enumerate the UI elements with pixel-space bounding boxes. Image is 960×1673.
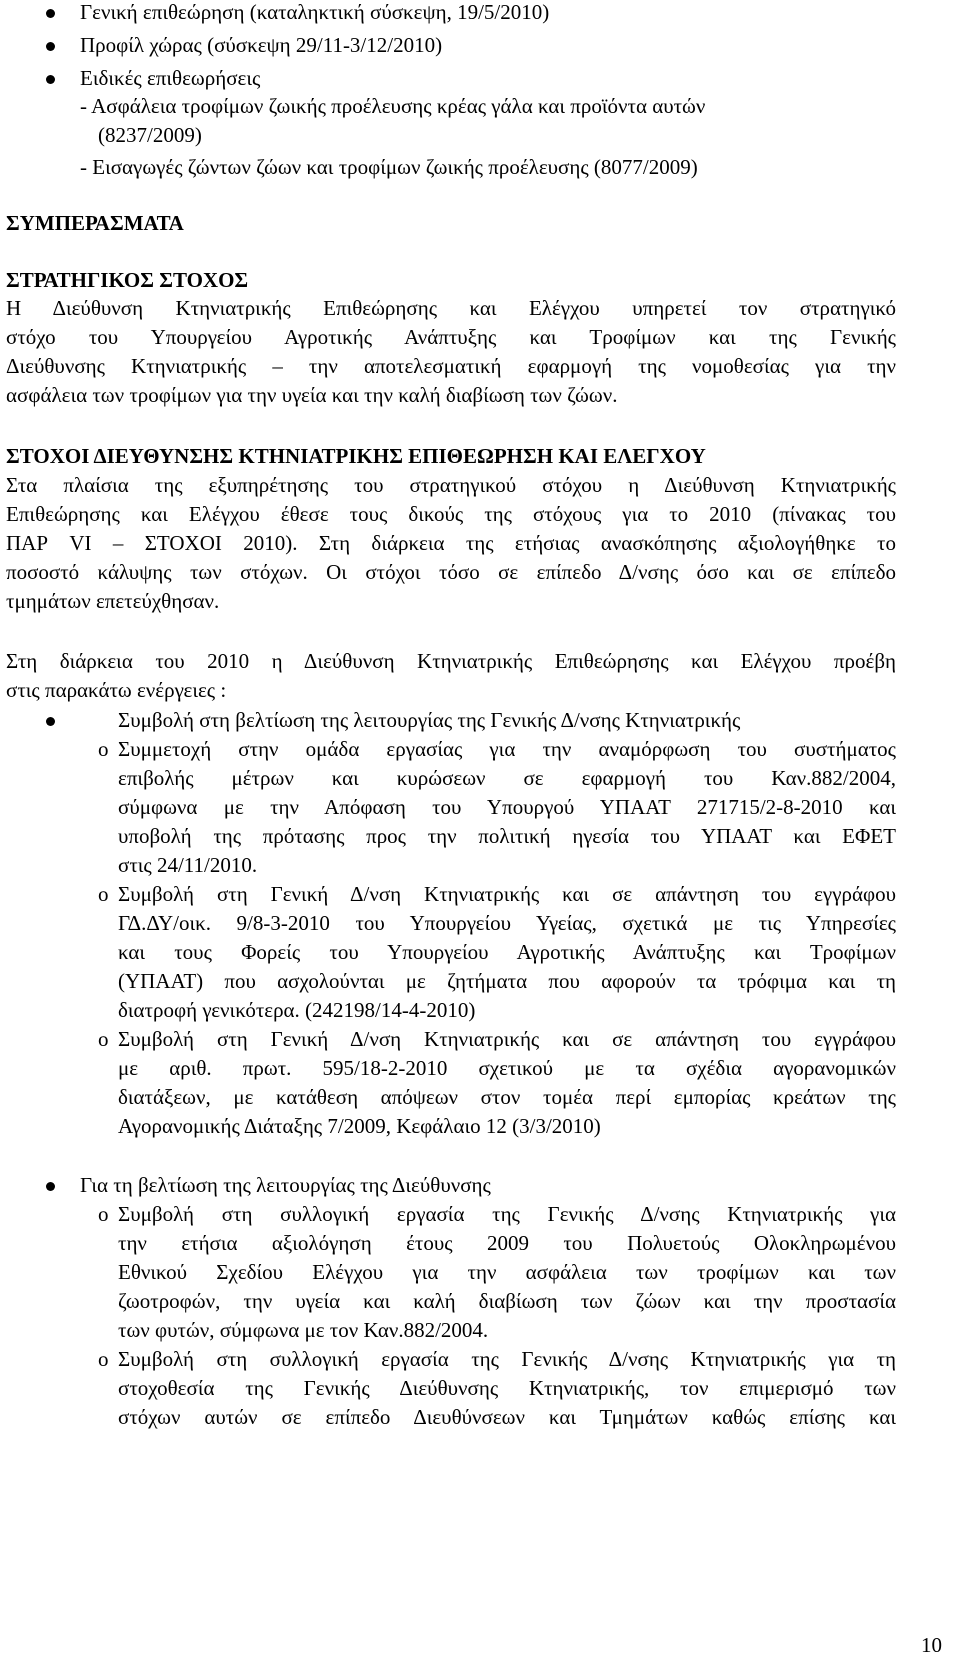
bullet-text: Ειδικές επιθεωρήσεις bbox=[80, 66, 261, 90]
circle-bullet-icon: o bbox=[98, 882, 109, 906]
subitem-line: Αγορανομικής Διάταξης 7/2009, Κεφάλαιο 12 (3/3/2010) bbox=[118, 1114, 601, 1138]
paragraph-line: στόχο του Υπουργείου Αγροτικής Ανάπτυξης και Τροφίμων και της Γενικής bbox=[6, 325, 896, 349]
subitem-line: διατάξεων, με κατάθεση απόψεων στον τομέα περί εμπορίας κρεάτων της bbox=[118, 1085, 896, 1109]
subitem-line: επιβολής μέτρων και κυρώσεων σε εφαρμογή του Καν.882/2004, bbox=[118, 766, 896, 790]
subitem-line: Εθνικού Σχεδίου Ελέγχου για την ασφάλεια των τροφίμων και των bbox=[118, 1260, 896, 1284]
bullet-icon bbox=[46, 42, 55, 51]
section-title: Συμβολή στη βελτίωση της λειτουργίας της Γενικής Δ/νσης Κτηνιατρικής bbox=[118, 708, 741, 732]
subitem-line: σύμφωνα με την Απόφαση του Υπουργού ΥΠΑΑΤ 271715/2-8-2010 και bbox=[118, 795, 896, 819]
paragraph-line: Στη διάρκεια του 2010 η Διεύθυνση Κτηνιατρικής Επιθεώρησης και Ελέγχου προέβη bbox=[6, 649, 896, 673]
bullet-icon bbox=[46, 717, 55, 726]
heading-conclusions: ΣΥΜΠΕΡΑΣΜΑΤΑ bbox=[6, 211, 184, 235]
paragraph-line: τμημάτων επετεύχθησαν. bbox=[6, 589, 220, 613]
circle-bullet-icon: o bbox=[98, 1027, 109, 1051]
circle-bullet-icon: o bbox=[98, 1347, 109, 1371]
subitem-line: διατροφή γενικότερα. (242198/14-4-2010) bbox=[118, 998, 476, 1022]
inspection-item: (8237/2009) bbox=[98, 123, 202, 147]
subitem-line: ΓΔ.ΔΥ/οικ. 9/8-3-2010 του Υπουργείου Υγείας, σχετικά με τις Υπηρεσίες bbox=[118, 911, 896, 935]
subitem-line: στοχοθεσία της Γενικής Διεύθυνσης Κτηνιατρικής, τον επιμερισμό των bbox=[118, 1376, 896, 1400]
bullet-text: Γενική επιθεώρηση (καταληκτική σύσκεψη, 19/5/2010) bbox=[80, 0, 550, 24]
inspection-item: - Ασφάλεια τροφίμων ζωικής προέλευσης κρέας γάλα και προϊόντα αυτών bbox=[80, 94, 706, 118]
heading-strategic: ΣΤΡΑΤΗΓΙΚΟΣ ΣΤΟΧΟΣ bbox=[6, 268, 249, 292]
subitem-line: Συμβολή στη Γενική Δ/νση Κτηνιατρικής και σε απάντηση του εγγράφου bbox=[118, 882, 896, 906]
bullet-icon bbox=[46, 75, 55, 84]
subitem-line: στις 24/11/2010. bbox=[118, 853, 258, 877]
subitem-line: Συμβολή στη συλλογική εργασία της Γενικής Δ/νσης Κτηνιατρικής για τη bbox=[118, 1347, 896, 1371]
paragraph-line: ΠΑΡ VI – ΣΤΟΧΟΙ 2010). Στη διάρκεια της ετήσιας ανασκόπησης αξιολογήθηκε το bbox=[6, 531, 896, 555]
paragraph-line: ασφάλεια των τροφίμων για την υγεία και την καλή διαβίωση των ζώων. bbox=[6, 383, 618, 407]
subitem-line: Συμβολή στη συλλογική εργασία της Γενικής Δ/νσης Κτηνιατρικής για bbox=[118, 1202, 896, 1226]
subitem-line: (ΥΠΑΑΤ) που ασχολούνται με ζητήματα που αφορούν τα τρόφιμα και τη bbox=[118, 969, 896, 993]
subitem-line: με αριθ. πρωτ. 595/18-2-2010 σχετικού με τα σχέδια αγορανομικών bbox=[118, 1056, 896, 1080]
subitem-line: ζωοτροφών, την υγεία και καλή διαβίωση των ζώων και την προστασία bbox=[118, 1289, 896, 1313]
page-number: 10 bbox=[921, 1633, 942, 1657]
subitem-line: Συμβολή στη Γενική Δ/νση Κτηνιατρικής και σε απάντηση του εγγράφου bbox=[118, 1027, 896, 1051]
section-title: Για τη βελτίωση της λειτουργίας της Διεύθυνσης bbox=[80, 1173, 491, 1197]
circle-bullet-icon: o bbox=[98, 737, 109, 761]
subitem-line: στόχων αυτών σε επίπεδο Διευθύνσεων και Τμημάτων καθώς επίσης και bbox=[118, 1405, 896, 1429]
paragraph-line: Διεύθυνσης Κτηνιατρικής – την αποτελεσματική εφαρμογή της νομοθεσίας για την bbox=[6, 354, 896, 378]
circle-bullet-icon: o bbox=[98, 1202, 109, 1226]
subitem-line: την ετήσια αξιολόγηση έτους 2009 του Πολυετούς Ολοκληρωμένου bbox=[118, 1231, 896, 1255]
subitem-line: Συμμετοχή στην ομάδα εργασίας για την αναμόρφωση του συστήματος bbox=[118, 737, 896, 761]
paragraph-line: στις παρακάτω ενέργειες : bbox=[6, 678, 227, 702]
paragraph-line: Στα πλαίσια της εξυπηρέτησης του στρατηγικού στόχου η Διεύθυνση Κτηνιατρικής bbox=[6, 473, 896, 497]
paragraph-line: Επιθεώρησης και Ελέγχου έθεσε τους δικούς της στόχους για το 2010 (πίνακας του bbox=[6, 502, 896, 526]
subitem-line: και τους Φορείς του Υπουργείου Αγροτικής Ανάπτυξης και Τροφίμων bbox=[118, 940, 896, 964]
bullet-text: Προφίλ χώρας (σύσκεψη 29/11-3/12/2010) bbox=[80, 33, 443, 57]
bullet-icon bbox=[46, 1182, 55, 1191]
inspection-item: - Εισαγωγές ζώντων ζώων και τροφίμων ζωικής προέλευσης (8077/2009) bbox=[80, 155, 698, 179]
heading-goals: ΣΤΟΧΟΙ ΔΙΕΥΘΥΝΣΗΣ ΚΤΗΝΙΑΤΡΙΚΗΣ ΕΠΙΘΕΩΡΗΣΗ ΚΑΙ ΕΛΕΓΧΟΥ bbox=[6, 444, 706, 468]
paragraph-line: Η Διεύθυνση Κτηνιατρικής Επιθεώρησης και Ελέγχου υπηρετεί τον στρατηγικό bbox=[6, 296, 896, 320]
paragraph-line: ποσοστό κάλυψης των στόχων. Οι στόχοι τόσο σε επίπεδο Δ/νσης όσο και σε επίπεδο bbox=[6, 560, 896, 584]
subitem-line: υποβολή της πρότασης προς την πολιτική ηγεσία του ΥΠΑΑΤ και ΕΦΕΤ bbox=[118, 824, 896, 848]
bullet-icon bbox=[46, 9, 55, 18]
subitem-line: των φυτών, σύμφωνα με τον Καν.882/2004. bbox=[118, 1318, 489, 1342]
